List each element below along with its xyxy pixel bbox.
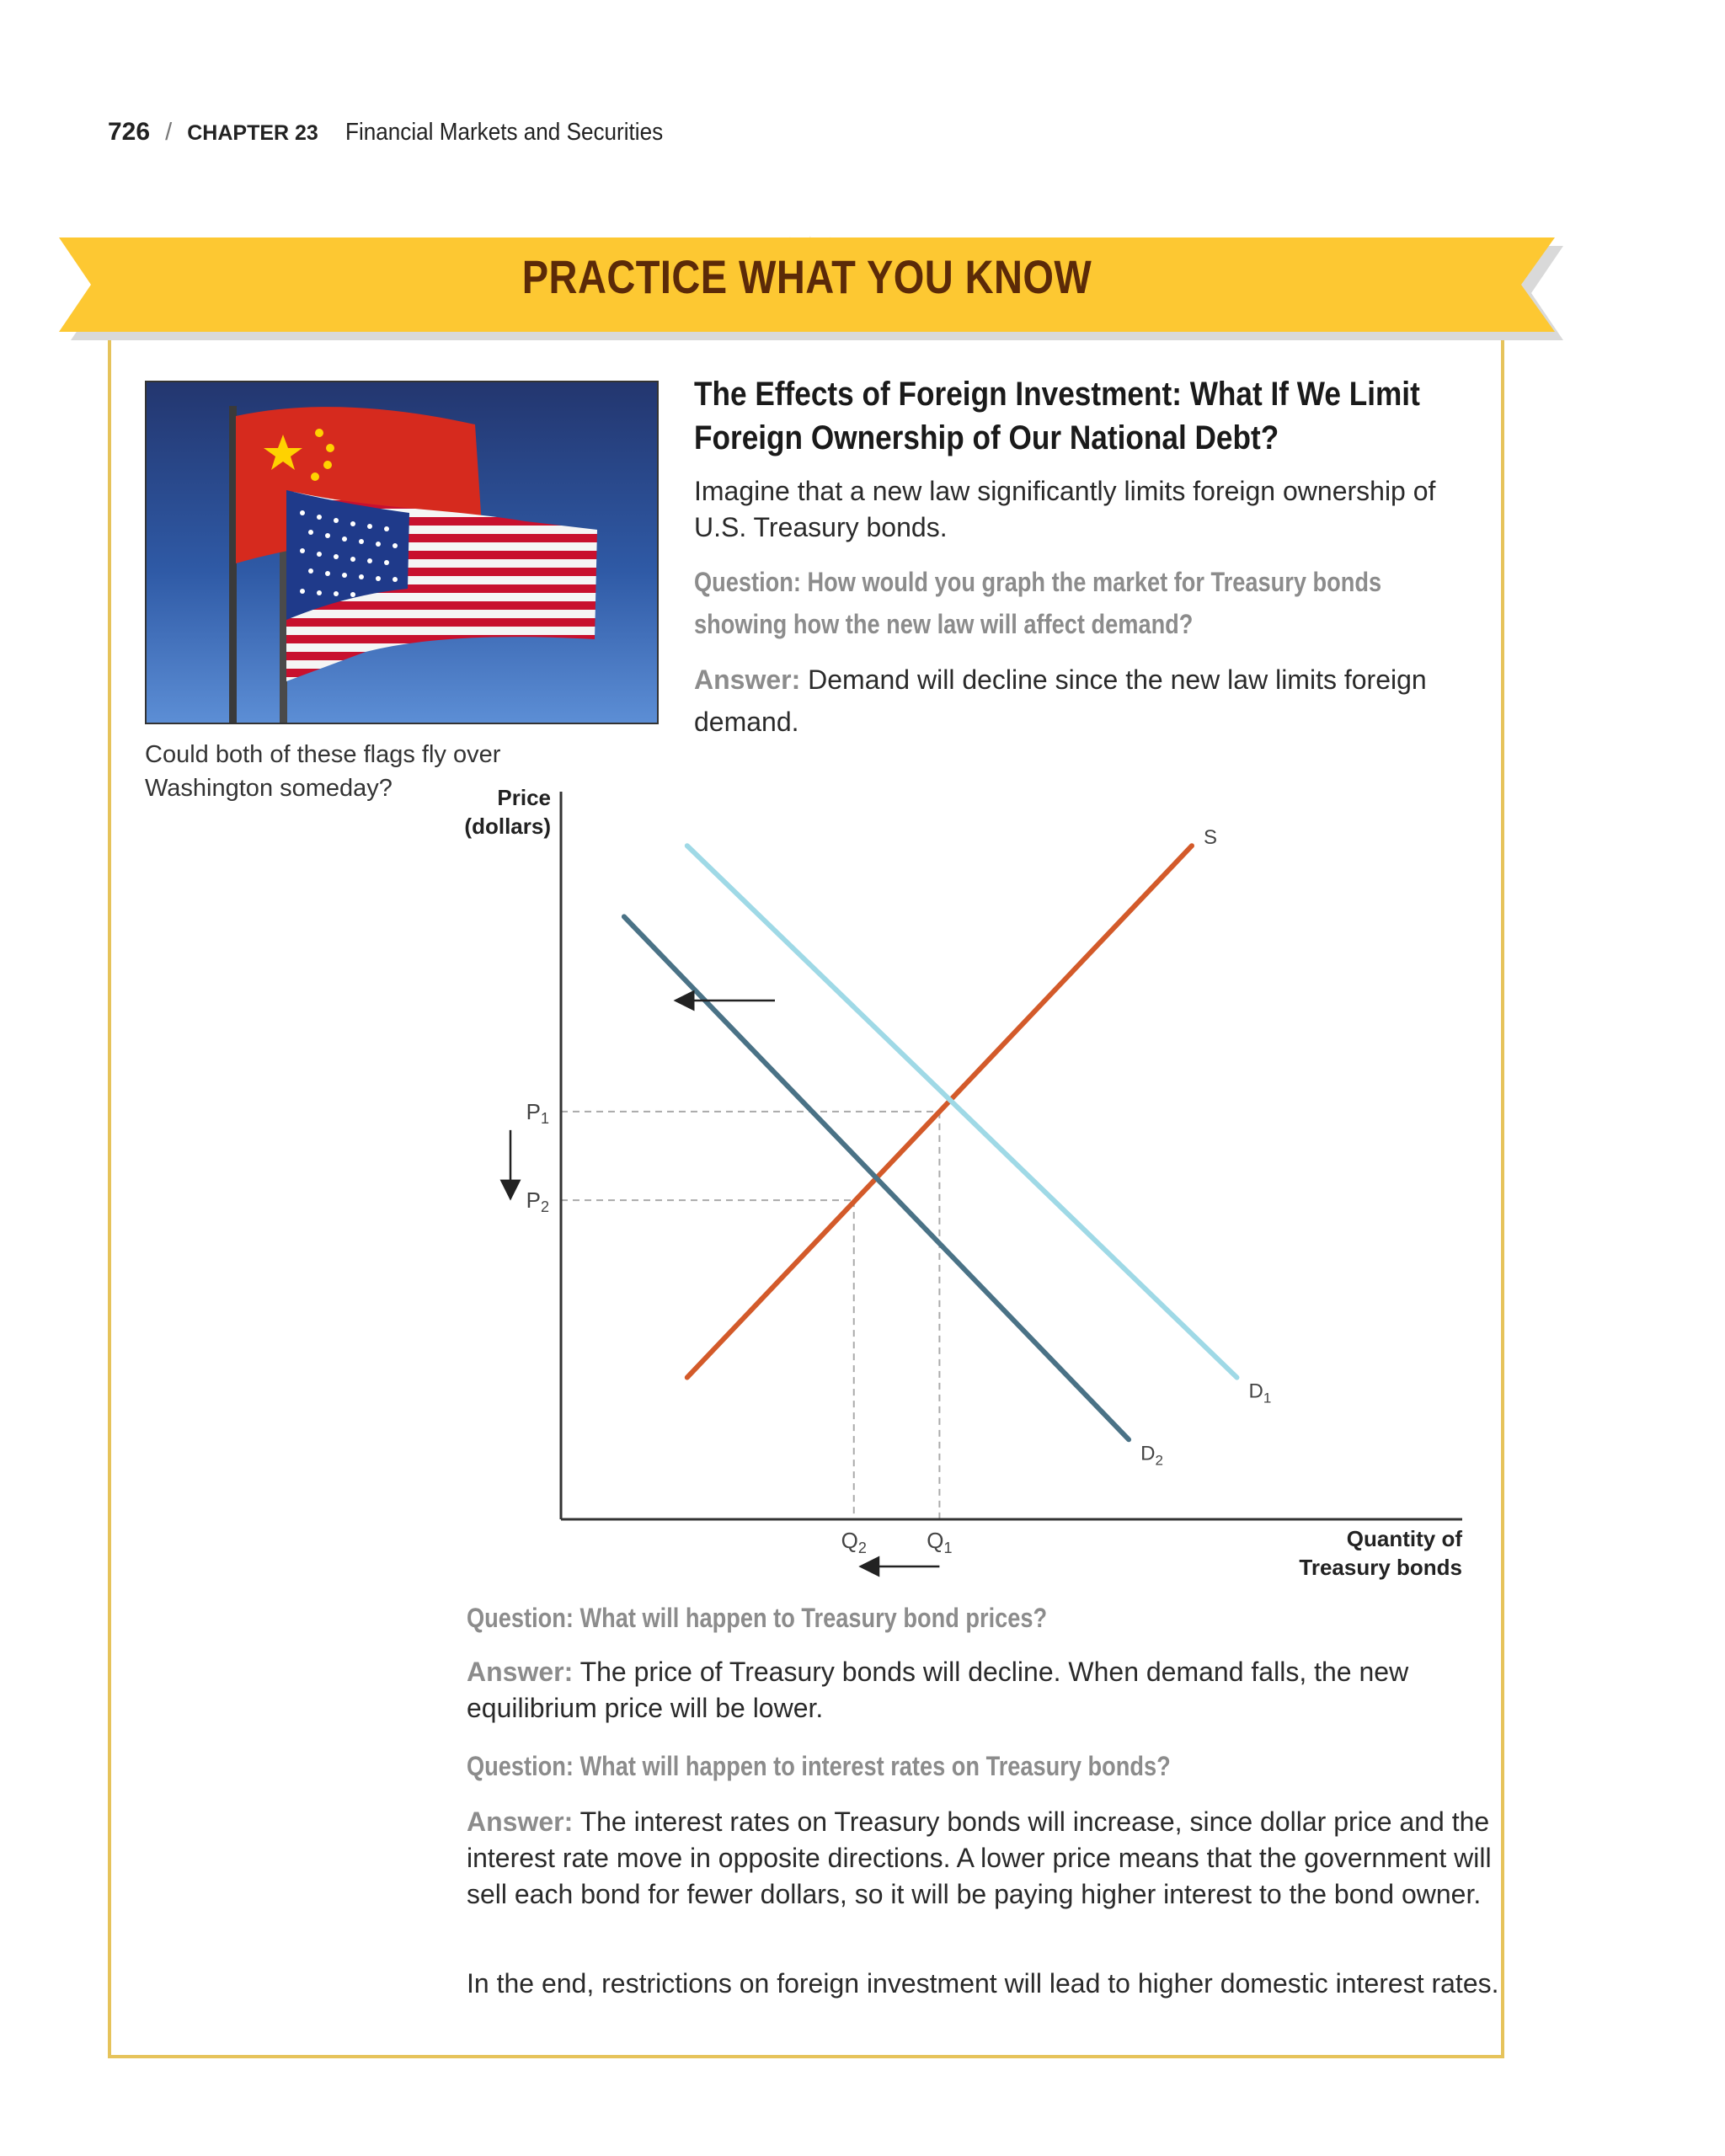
price-label: P1 — [526, 1098, 549, 1127]
answer-label: Answer: — [694, 664, 801, 695]
photo-caption: Could both of these flags fly over Washington someday? — [145, 741, 501, 802]
x-axis-title: Quantity of — [1346, 1526, 1462, 1551]
intro-paragraph: Imagine that a new law significantly limits foreign ownership of U.S. Treasury bonds. — [694, 476, 1436, 542]
question-1: Question: How would you graph the market for Treasury bonds showing how the new law will affect demand? — [694, 567, 1382, 639]
y-axis-title: Price — [497, 785, 551, 810]
answer-2 — [467, 1654, 1494, 1726]
answer-text: The price of Treasury bonds will decline. When demand falls, the new equilibrium price will be lower. — [467, 1657, 1409, 1723]
banner-title: PRACTICE WHAT YOU KNOW — [521, 250, 1092, 303]
answer-3 — [467, 1804, 1503, 1913]
question-3: Question: What will happen to interest rates on Treasury bonds? — [467, 1751, 1171, 1781]
curve-d1 — [687, 846, 1237, 1377]
answer-text: Demand will decline since the new law limits foreign demand. — [694, 664, 1427, 737]
answer-label: Answer: — [467, 1657, 574, 1687]
question-2: Question: What will happen to Treasury bond prices? — [467, 1603, 1048, 1633]
chapter-label: CHAPTER 23 — [187, 121, 318, 145]
curve-label-s: S — [1204, 826, 1218, 850]
answer-text: The interest rates on Treasury bonds will increase, since dollar price and the interest rate move in opposite directions. A lower price means that the government will sell each bond for fewer dollars, so it will be paying higher interest to the bond owner. — [467, 1806, 1492, 1909]
x-axis-title: Treasury bonds — [1299, 1555, 1462, 1580]
price-label: P2 — [526, 1187, 549, 1216]
page-number: 726 — [108, 118, 151, 146]
running-head — [108, 118, 698, 147]
answer-label: Answer: — [467, 1806, 574, 1837]
curve-label-d1: $D_1$ — [1248, 1380, 1272, 1406]
quantity-label: $Q_2$ — [841, 1528, 867, 1556]
answer-1 — [694, 659, 1477, 743]
chapter-title: Financial Markets and Securities — [344, 119, 664, 146]
flags-illustration — [147, 382, 659, 724]
header-separator: / — [165, 119, 173, 146]
y-axis-title: (dollars) — [464, 814, 551, 839]
supply-demand-chart — [438, 775, 1482, 1583]
quantity-label: $Q_1$ — [927, 1528, 953, 1556]
conclusion-paragraph: In the end, restrictions on foreign investment will lead to higher domestic interest rates. — [467, 1968, 1499, 1999]
curve-label-d2: $D_2$ — [1140, 1442, 1163, 1469]
flags-photo — [145, 381, 659, 724]
section-heading: The Effects of Foreign Investment: What If We Limit Foreign Ownership of Our National Debt? — [694, 376, 1420, 456]
